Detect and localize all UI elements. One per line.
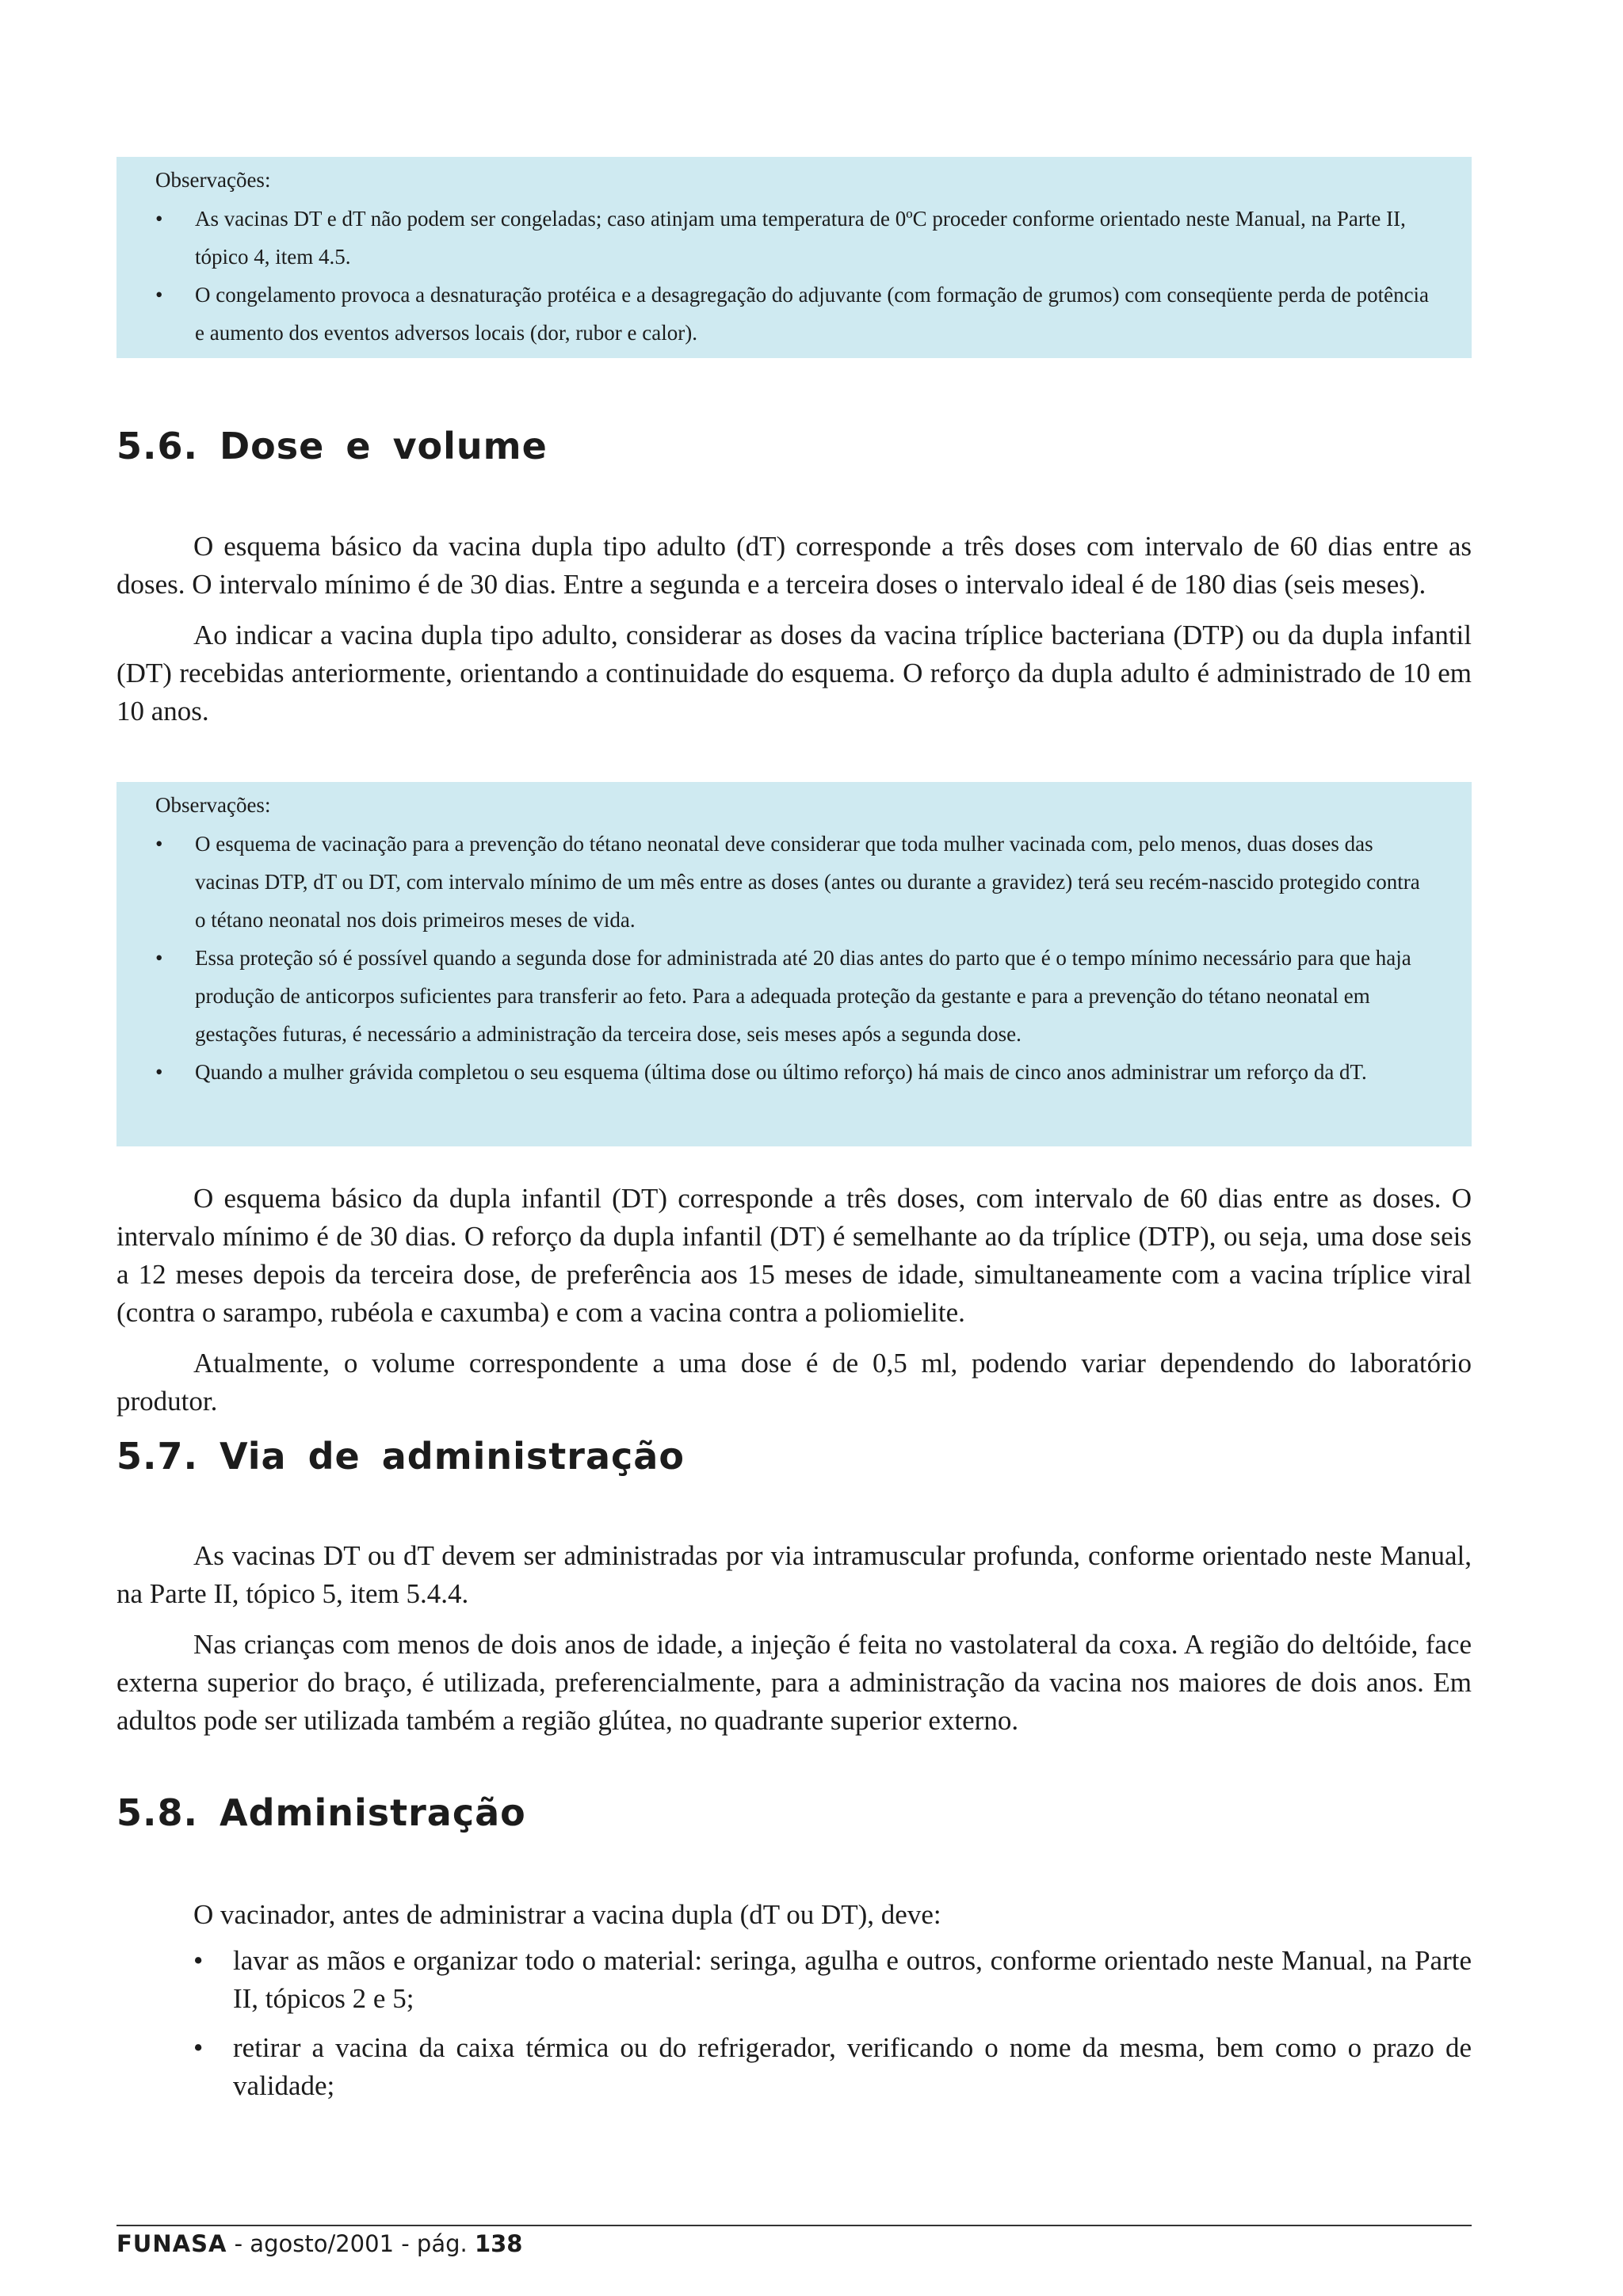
observation-item xyxy=(155,1053,1434,1091)
list-item xyxy=(193,2029,1472,2105)
administration-list xyxy=(193,1942,1472,2116)
observation-item xyxy=(155,200,1434,276)
bullet-icon: • xyxy=(155,207,163,231)
bullet-icon: • xyxy=(193,2032,204,2063)
list-item xyxy=(193,1942,1472,2018)
bullet-icon: • xyxy=(193,1945,204,1976)
list-item-text: lavar as mãos e organizar todo o material: seringa, agulha e outros, conforme orientado neste Manual, na Parte II, tópicos 2 e 5; xyxy=(233,1945,1472,2014)
observation-text: Quando a mulher grávida completou o seu esquema (última dose ou último reforço) há mais de cinco anos administrar um reforço da dT. xyxy=(195,1060,1367,1084)
footer-date: - agosto/2001 - pág. xyxy=(227,2230,475,2257)
section-heading: 5.6. Dose e volume xyxy=(116,425,548,467)
observation-text: O esquema de vacinação para a prevenção do tétano neonatal deve considerar que toda mulher vacinada com, pelo menos, duas doses das vacinas DTP, dT ou DT, com intervalo mínimo de um mês entre as doses (antes ou durante a gravidez) terá seu recém-nascido protegido contra o tétano neonatal nos dois primeiros meses de vida. xyxy=(195,832,1420,932)
footer-divider xyxy=(116,2225,1472,2226)
body-paragraph: Atualmente, o volume correspondente a uma dose é de 0,5 ml, podendo variar dependendo do laboratório produtor. xyxy=(116,1348,1472,1417)
observation-item xyxy=(155,825,1434,939)
observation-text: O congelamento provoca a desnaturação protéica e a desagregação do adjuvante (com formação de grumos) com conseqüente perda de potência e aumento dos eventos adversos locais (dor, rubor e calor). xyxy=(195,283,1430,345)
body-paragraph: O vacinador, antes de administrar a vacina dupla (dT ou DT), deve: xyxy=(193,1899,941,1930)
body-paragraph: O esquema básico da dupla infantil (DT) corresponde a três doses, com intervalo de 60 dias entre as doses. O intervalo mínimo é de 30 dias. O reforço da dupla infantil (DT) é semelhante ao da tríplice (DTP), ou seja, uma dose seis a 12 meses depois da terceira dose, de preferência aos 15 meses de idade, simultaneamente com a vacina tríplice viral (contra o sarampo, rubéola e caxumba) e com a vacina contra a poliomielite. xyxy=(116,1183,1472,1328)
body-paragraph: Ao indicar a vacina dupla tipo adulto, considerar as doses da vacina tríplice bacteriana (DTP) ou da dupla infantil (DT) recebidas anteriormente, orientando a continuidade do esquema. O reforço da dupla adulto é administrado de 10 em 10 anos. xyxy=(116,620,1472,727)
observation-item xyxy=(155,276,1434,352)
observations-title: Observações: xyxy=(155,793,271,817)
observations-title: Observações: xyxy=(155,168,271,192)
observation-text: As vacinas DT e dT não podem ser congeladas; caso atinjam uma temperatura de 0ºC proceder conforme orientado neste Manual, na Parte II, tópico 4, item 4.5. xyxy=(195,207,1406,269)
bullet-icon: • xyxy=(155,283,163,307)
observations-box xyxy=(116,782,1472,1146)
page-footer xyxy=(116,2228,523,2260)
body-paragraph: O esquema básico da vacina dupla tipo adulto (dT) corresponde a três doses com intervalo de 60 dias entre as doses. O intervalo mínimo é de 30 dias. Entre a segunda e a terceira doses o intervalo ideal é de 180 dias (seis meses). xyxy=(116,531,1472,600)
bullet-icon: • xyxy=(155,832,163,856)
observation-text: Essa proteção só é possível quando a segunda dose for administrada até 20 dias antes do parto que é o tempo mínimo necessário para que haja produção de anticorpos suficientes para transferir ao feto. Para a adequada proteção da gestante e para a prevenção do tétano neonatal em gestações futuras, é necessário a administração da terceira dose, seis meses após a segunda dose. xyxy=(195,946,1411,1046)
observations-list xyxy=(155,200,1434,352)
bullet-icon: • xyxy=(155,1060,163,1084)
bullet-icon: • xyxy=(155,946,163,970)
observations-list xyxy=(155,825,1434,1091)
observations-box xyxy=(116,157,1472,358)
body-paragraph: Nas crianças com menos de dois anos de idade, a injeção é feita no vastolateral da coxa. A região do deltóide, face externa superior do braço, é utilizada, preferencialmente, para a administração da vacina nos maiores de dois anos. Em adultos pode ser utilizada também a região glútea, no quadrante superior externo. xyxy=(116,1629,1472,1736)
section-heading: 5.8. Administração xyxy=(116,1791,526,1834)
page-number: 138 xyxy=(474,2230,523,2257)
body-paragraph: As vacinas DT ou dT devem ser administradas por via intramuscular profunda, conforme orientado neste Manual, na Parte II, tópico 5, item 5.4.4. xyxy=(116,1540,1472,1609)
footer-brand: FUNASA xyxy=(116,2230,227,2257)
list-item-text: retirar a vacina da caixa térmica ou do refrigerador, verificando o nome da mesma, bem como o prazo de validade; xyxy=(233,2032,1472,2101)
section-heading: 5.7. Via de administração xyxy=(116,1435,685,1478)
observation-item xyxy=(155,939,1434,1053)
